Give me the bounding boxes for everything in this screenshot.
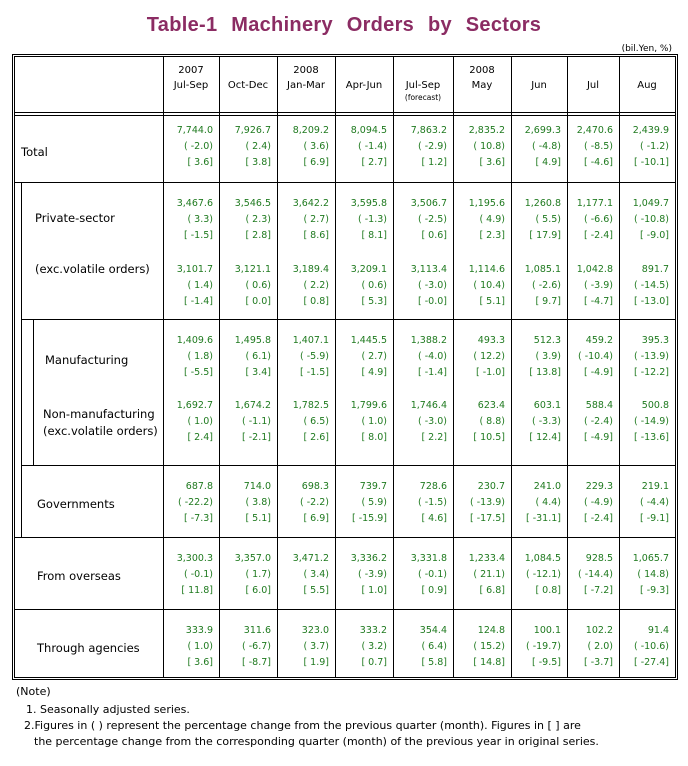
cell-value: 1,042.8 <box>576 264 613 275</box>
cell-value: 928.5 <box>585 553 613 564</box>
cell-value: 3,546.5 <box>234 198 271 209</box>
note-2b: the percentage change from the corresponding quarter (month) of the previous year in original series. <box>34 735 599 748</box>
cell-change-prev: ( -2.2) <box>300 497 329 508</box>
cell-change-prev: ( 2.0) <box>587 641 613 652</box>
row-label: Governments <box>37 497 115 511</box>
cell-change-prev: ( 5.5) <box>535 214 561 225</box>
cell-change-yoy: [ 3.4] <box>245 367 271 378</box>
cell-change-yoy: [ 2.4] <box>187 432 213 443</box>
column-header-period: Apr-Jun <box>345 80 383 91</box>
cell-change-prev: ( -14.9) <box>633 416 669 427</box>
grid-vline <box>33 319 34 465</box>
cell-value: 1,195.6 <box>468 198 505 209</box>
cell-value: 3,113.4 <box>410 264 447 275</box>
cell-value: 603.1 <box>533 400 561 411</box>
note-heading: (Note) <box>16 685 51 698</box>
cell-change-yoy: [ -9.0] <box>640 230 669 241</box>
grid-vline <box>21 182 22 537</box>
cell-change-yoy: [ 0.6] <box>421 230 447 241</box>
cell-value: 354.4 <box>419 625 447 636</box>
cell-value: 1,692.7 <box>176 400 213 411</box>
cell-change-prev: ( 3.3) <box>187 214 213 225</box>
grid-hline <box>15 115 675 116</box>
cell-value: 714.0 <box>243 481 271 492</box>
note-1: 1. Seasonally adjusted series. <box>26 703 190 716</box>
cell-value: 623.4 <box>477 400 505 411</box>
cell-value: 493.3 <box>477 335 505 346</box>
cell-change-yoy: [ 2.7] <box>361 157 387 168</box>
cell-change-yoy: [ -15.9] <box>351 513 387 524</box>
cell-value: 1,674.2 <box>234 400 271 411</box>
cell-change-prev: ( -2.9) <box>418 141 447 152</box>
cell-value: 512.3 <box>533 335 561 346</box>
cell-value: 7,926.7 <box>234 125 271 136</box>
cell-change-prev: ( -1.2) <box>640 141 669 152</box>
cell-value: 1,049.7 <box>632 198 669 209</box>
cell-change-prev: ( 2.4) <box>245 141 271 152</box>
cell-change-yoy: [ 4.9] <box>361 367 387 378</box>
cell-change-prev: ( -3.9) <box>358 569 387 580</box>
cell-change-prev: ( -1.5) <box>418 497 447 508</box>
row-label: Total <box>21 145 48 159</box>
cell-value: 3,467.6 <box>176 198 213 209</box>
cell-change-prev: ( -19.7) <box>525 641 561 652</box>
cell-change-yoy: [ 0.7] <box>361 657 387 668</box>
column-header-period: Jun <box>531 80 547 91</box>
column-header-year <box>567 63 619 78</box>
column-header-period: Aug <box>637 80 657 91</box>
cell-change-prev: ( 3.4) <box>303 569 329 580</box>
cell-change-yoy: [ 5.8] <box>421 657 447 668</box>
cell-change-prev: ( -4.0) <box>418 351 447 362</box>
cell-value: 1,233.4 <box>468 553 505 564</box>
cell-change-prev: ( 3.6) <box>303 141 329 152</box>
row-label: Private-sector <box>35 211 115 225</box>
cell-change-prev: ( 1.0) <box>187 416 213 427</box>
cell-change-prev: ( 0.6) <box>245 280 271 291</box>
cell-change-prev: ( 10.8) <box>473 141 505 152</box>
cell-value: 1,445.5 <box>350 335 387 346</box>
cell-change-prev: ( -14.5) <box>633 280 669 291</box>
cell-change-yoy: [ -10.1] <box>633 157 669 168</box>
column-header-period: Jul <box>586 80 600 91</box>
column-header-period: Jan-Mar <box>287 80 325 91</box>
cell-value: 7,744.0 <box>176 125 213 136</box>
cell-change-prev: ( -2.5) <box>418 214 447 225</box>
cell-change-yoy: [ -4.9] <box>584 432 613 443</box>
cell-change-prev: ( -5.9) <box>300 351 329 362</box>
cell-change-yoy: [ -2.4] <box>584 513 613 524</box>
cell-change-yoy: [ 11.8] <box>181 585 213 596</box>
column-header-year <box>393 63 453 78</box>
cell-change-yoy: [ -27.4] <box>633 657 669 668</box>
cell-value: 500.8 <box>641 400 669 411</box>
cell-change-yoy: [ -12.2] <box>633 367 669 378</box>
cell-value: 3,595.8 <box>350 198 387 209</box>
cell-change-prev: ( -4.4) <box>640 497 669 508</box>
cell-change-yoy: [ -1.4] <box>418 367 447 378</box>
column-header-year <box>619 63 675 78</box>
cell-change-prev: ( -6.7) <box>242 641 271 652</box>
cell-value: 3,506.7 <box>410 198 447 209</box>
cell-change-yoy: [ -4.9] <box>584 367 613 378</box>
column-header <box>511 57 567 112</box>
cell-change-yoy: [ 1.2] <box>421 157 447 168</box>
cell-value: 323.0 <box>301 625 329 636</box>
unit-label: (bil.Yen, %) <box>621 44 672 54</box>
cell-change-yoy: [ 6.8] <box>479 585 505 596</box>
cell-change-yoy: [ 2.6] <box>303 432 329 443</box>
cell-change-prev: ( 4.9) <box>479 214 505 225</box>
cell-change-prev: ( -4.8) <box>532 141 561 152</box>
cell-value: 739.7 <box>359 481 387 492</box>
row-label: (exc.volatile orders) <box>35 262 150 276</box>
cell-change-prev: ( 1.0) <box>187 641 213 652</box>
column-header <box>393 57 453 112</box>
cell-change-yoy: [ -13.6] <box>633 432 669 443</box>
cell-value: 3,336.2 <box>350 553 387 564</box>
cell-change-prev: ( -0.1) <box>184 569 213 580</box>
cell-change-yoy: [ -1.5] <box>184 230 213 241</box>
cell-change-yoy: [ 12.4] <box>529 432 561 443</box>
cell-change-yoy: [ 9.7] <box>535 296 561 307</box>
cell-change-yoy: [ 0.0] <box>245 296 271 307</box>
cell-value: 8,209.2 <box>292 125 329 136</box>
cell-change-prev: ( 0.6) <box>361 280 387 291</box>
column-header-period: May <box>471 80 493 91</box>
cell-change-prev: ( 1.4) <box>187 280 213 291</box>
cell-change-yoy: [ -7.2] <box>584 585 613 596</box>
cell-change-prev: ( 3.2) <box>361 641 387 652</box>
cell-value: 219.1 <box>641 481 669 492</box>
cell-value: 7,863.2 <box>410 125 447 136</box>
cell-change-prev: ( -3.0) <box>418 416 447 427</box>
row-label-sub: (exc.volatile orders) <box>43 424 158 438</box>
cell-change-yoy: [ 3.6] <box>187 157 213 168</box>
cell-value: 230.7 <box>477 481 505 492</box>
cell-change-yoy: [ 5.3] <box>361 296 387 307</box>
cell-change-prev: ( 5.9) <box>361 497 387 508</box>
grid-hline <box>15 112 675 113</box>
cell-value: 2,835.2 <box>468 125 505 136</box>
row-label: Manufacturing <box>45 353 129 367</box>
cell-change-prev: ( -10.6) <box>633 641 669 652</box>
cell-change-prev: ( -3.0) <box>418 280 447 291</box>
cell-change-yoy: [ -0.0] <box>418 296 447 307</box>
cell-change-yoy: [ -1.4] <box>184 296 213 307</box>
cell-change-prev: ( 2.2) <box>303 280 329 291</box>
cell-change-prev: ( -14.4) <box>577 569 613 580</box>
cell-change-yoy: [ 17.9] <box>529 230 561 241</box>
cell-change-yoy: [ 5.1] <box>479 296 505 307</box>
cell-change-prev: ( 14.8) <box>637 569 669 580</box>
cell-change-prev: ( 21.1) <box>473 569 505 580</box>
cell-value: 333.2 <box>359 625 387 636</box>
cell-change-prev: ( -1.3) <box>358 214 387 225</box>
cell-change-prev: ( 10.4) <box>473 280 505 291</box>
orders-table <box>12 54 678 680</box>
cell-change-yoy: [ 8.0] <box>361 432 387 443</box>
cell-change-yoy: [ 1.0] <box>361 585 387 596</box>
cell-value: 229.3 <box>585 481 613 492</box>
cell-value: 1,085.1 <box>524 264 561 275</box>
column-header-year <box>511 63 567 78</box>
column-header <box>277 57 335 112</box>
grid-hline <box>15 182 675 183</box>
cell-change-yoy: [ -2.4] <box>584 230 613 241</box>
cell-change-prev: ( -22.2) <box>177 497 213 508</box>
cell-value: 1,177.1 <box>576 198 613 209</box>
cell-change-yoy: [ 0.8] <box>303 296 329 307</box>
column-header <box>163 57 219 112</box>
cell-change-prev: ( -0.1) <box>418 569 447 580</box>
row-label: Through agencies <box>37 641 140 655</box>
cell-change-yoy: [ 2.2] <box>421 432 447 443</box>
cell-change-yoy: [ 6.9] <box>303 157 329 168</box>
column-header-year: 2008 <box>469 65 495 76</box>
cell-value: 588.4 <box>585 400 613 411</box>
cell-change-prev: ( -8.5) <box>584 141 613 152</box>
column-header-note: (forecast) <box>404 93 442 102</box>
cell-change-yoy: [ -31.1] <box>525 513 561 524</box>
cell-value: 687.8 <box>185 481 213 492</box>
cell-change-yoy: [ -2.1] <box>242 432 271 443</box>
column-header-period: Jul-Sep <box>405 80 441 91</box>
cell-change-yoy: [ 3.6] <box>187 657 213 668</box>
cell-change-yoy: [ -4.6] <box>584 157 613 168</box>
cell-change-yoy: [ -3.7] <box>584 657 613 668</box>
cell-change-yoy: [ -9.3] <box>640 585 669 596</box>
cell-change-prev: ( 3.8) <box>245 497 271 508</box>
cell-change-yoy: [ 0.8] <box>535 585 561 596</box>
cell-value: 891.7 <box>641 264 669 275</box>
column-header-period: Jul-Sep <box>173 80 209 91</box>
column-header-year <box>335 63 393 78</box>
cell-change-yoy: [ 6.0] <box>245 585 271 596</box>
cell-value: 1,388.2 <box>410 335 447 346</box>
cell-value: 1,407.1 <box>292 335 329 346</box>
cell-change-prev: ( -13.9) <box>469 497 505 508</box>
cell-change-yoy: [ 5.5] <box>303 585 329 596</box>
cell-change-prev: ( -1.4) <box>358 141 387 152</box>
cell-change-yoy: [ -1.0] <box>476 367 505 378</box>
cell-change-prev: ( 3.7) <box>303 641 329 652</box>
cell-change-yoy: [ -9.5] <box>532 657 561 668</box>
cell-value: 1,799.6 <box>350 400 387 411</box>
column-header-year: 2008 <box>293 65 319 76</box>
cell-value: 1,746.4 <box>410 400 447 411</box>
cell-value: 698.3 <box>301 481 329 492</box>
cell-change-yoy: [ 3.6] <box>479 157 505 168</box>
cell-value: 2,439.9 <box>632 125 669 136</box>
cell-change-yoy: [ 10.5] <box>473 432 505 443</box>
grid-hline <box>21 465 675 466</box>
cell-change-prev: ( 3.9) <box>535 351 561 362</box>
cell-value: 1,114.6 <box>468 264 505 275</box>
cell-change-prev: ( -1.1) <box>242 416 271 427</box>
cell-change-prev: ( -6.6) <box>584 214 613 225</box>
cell-change-prev: ( -3.3) <box>532 416 561 427</box>
cell-change-yoy: [ 8.1] <box>361 230 387 241</box>
cell-change-prev: ( -13.9) <box>633 351 669 362</box>
cell-change-yoy: [ -4.7] <box>584 296 613 307</box>
cell-change-yoy: [ 1.9] <box>303 657 329 668</box>
cell-value: 241.0 <box>533 481 561 492</box>
grid-hline <box>15 609 675 610</box>
cell-change-prev: ( 2.7) <box>361 351 387 362</box>
table-title: Table-1 Machinery Orders by Sectors <box>146 14 542 36</box>
cell-change-yoy: [ 2.8] <box>245 230 271 241</box>
column-header-period: Oct-Dec <box>227 80 269 91</box>
cell-value: 2,699.3 <box>524 125 561 136</box>
cell-change-prev: ( -10.8) <box>633 214 669 225</box>
cell-change-prev: ( -10.4) <box>577 351 613 362</box>
cell-change-prev: ( 2.3) <box>245 214 271 225</box>
cell-change-yoy: [ 5.1] <box>245 513 271 524</box>
cell-value: 3,642.2 <box>292 198 329 209</box>
column-header <box>567 57 619 112</box>
cell-change-yoy: [ 4.6] <box>421 513 447 524</box>
cell-value: 3,209.1 <box>350 264 387 275</box>
cell-change-prev: ( 2.7) <box>303 214 329 225</box>
column-header-year <box>219 63 277 78</box>
cell-value: 8,094.5 <box>350 125 387 136</box>
cell-change-prev: ( -12.1) <box>525 569 561 580</box>
cell-change-prev: ( -2.6) <box>532 280 561 291</box>
cell-change-prev: ( 6.1) <box>245 351 271 362</box>
cell-value: 3,121.1 <box>234 264 271 275</box>
note-2a: 2.Figures in ( ) represent the percentage change from the previous quarter (month). Figures in [ ] are <box>24 719 581 732</box>
cell-change-yoy: [ -17.5] <box>469 513 505 524</box>
cell-change-yoy: [ 6.9] <box>303 513 329 524</box>
cell-value: 1,084.5 <box>524 553 561 564</box>
cell-value: 728.6 <box>419 481 447 492</box>
cell-change-yoy: [ 0.9] <box>421 585 447 596</box>
cell-value: 395.3 <box>641 335 669 346</box>
cell-change-prev: ( 1.8) <box>187 351 213 362</box>
cell-change-yoy: [ 14.8] <box>473 657 505 668</box>
cell-value: 3,189.4 <box>292 264 329 275</box>
cell-change-prev: ( 8.8) <box>479 416 505 427</box>
cell-change-yoy: [ 3.8] <box>245 157 271 168</box>
grid-hline <box>21 319 675 320</box>
column-header-year: 2007 <box>178 65 204 76</box>
cell-change-yoy: [ 4.9] <box>535 157 561 168</box>
cell-change-prev: ( 4.4) <box>535 497 561 508</box>
cell-change-yoy: [ -8.7] <box>242 657 271 668</box>
cell-change-prev: ( 15.2) <box>473 641 505 652</box>
column-header <box>219 57 277 112</box>
cell-change-prev: ( -3.9) <box>584 280 613 291</box>
cell-change-prev: ( 6.4) <box>421 641 447 652</box>
cell-change-yoy: [ 8.6] <box>303 230 329 241</box>
cell-value: 1,409.6 <box>176 335 213 346</box>
cell-change-yoy: [ 2.3] <box>479 230 505 241</box>
cell-value: 124.8 <box>477 625 505 636</box>
cell-value: 1,782.5 <box>292 400 329 411</box>
cell-change-yoy: [ -9.1] <box>640 513 669 524</box>
cell-value: 102.2 <box>585 625 613 636</box>
cell-change-yoy: [ -13.0] <box>633 296 669 307</box>
cell-value: 3,300.3 <box>176 553 213 564</box>
column-header <box>335 57 393 112</box>
grid-hline <box>15 537 675 538</box>
cell-change-yoy: [ -5.5] <box>184 367 213 378</box>
cell-change-yoy: [ 13.8] <box>529 367 561 378</box>
cell-change-prev: ( -2.4) <box>584 416 613 427</box>
cell-change-prev: ( -2.0) <box>184 141 213 152</box>
cell-value: 1,495.8 <box>234 335 271 346</box>
column-header <box>453 57 511 112</box>
cell-change-prev: ( 12.2) <box>473 351 505 362</box>
cell-value: 459.2 <box>585 335 613 346</box>
cell-value: 1,065.7 <box>632 553 669 564</box>
column-header <box>619 57 675 112</box>
cell-value: 3,101.7 <box>176 264 213 275</box>
cell-change-prev: ( 6.5) <box>303 416 329 427</box>
cell-value: 1,260.8 <box>524 198 561 209</box>
cell-change-prev: ( 1.7) <box>245 569 271 580</box>
row-label: From overseas <box>37 569 121 583</box>
cell-value: 3,471.2 <box>292 553 329 564</box>
cell-value: 3,357.0 <box>234 553 271 564</box>
cell-value: 3,331.8 <box>410 553 447 564</box>
cell-value: 311.6 <box>243 625 271 636</box>
row-label: Non-manufacturing <box>43 407 155 421</box>
cell-value: 100.1 <box>533 625 561 636</box>
cell-change-yoy: [ -1.5] <box>300 367 329 378</box>
cell-change-prev: ( 1.0) <box>361 416 387 427</box>
cell-change-prev: ( -4.9) <box>584 497 613 508</box>
cell-value: 91.4 <box>647 625 669 636</box>
cell-value: 333.9 <box>185 625 213 636</box>
cell-change-yoy: [ -7.3] <box>184 513 213 524</box>
cell-value: 2,470.6 <box>576 125 613 136</box>
